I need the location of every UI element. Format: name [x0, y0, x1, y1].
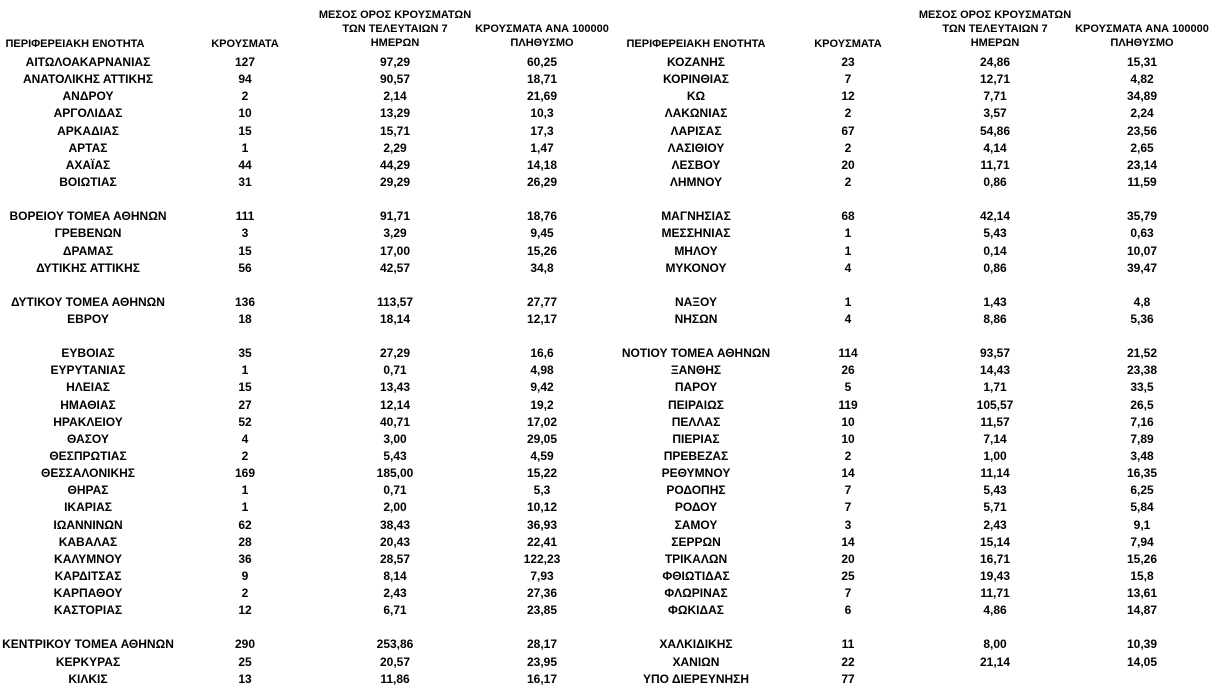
cases-cell: 7	[844, 72, 852, 86]
region-cell: ΛΑΚΩΝΙΑΣ	[664, 106, 728, 120]
avg7-cell: 2,14	[383, 89, 407, 103]
region-cell: ΝΟΤΙΟΥ ΤΟΜΕΑ ΑΘΗΝΩΝ	[621, 346, 771, 360]
region-cell: ΠΕΙΡΑΙΩΣ	[668, 398, 724, 412]
region-cell: ΦΘΙΩΤΙΔΑΣ	[662, 569, 730, 583]
header-per100k-left	[462, 22, 622, 50]
per100k-cell: 2,24	[1130, 106, 1154, 120]
region-cell: ΑΙΤΩΛΟΑΚΑΡΝΑΝΙΑΣ	[25, 55, 151, 69]
avg7-cell: 16,71	[979, 552, 1011, 566]
per100k-cell: 23,14	[1126, 158, 1158, 172]
per100k-cell: 15,26	[1126, 552, 1158, 566]
per100k-cell: 27,36	[526, 586, 558, 600]
cases-cell: 3	[241, 226, 249, 240]
per100k-cell: 14,87	[1126, 603, 1158, 617]
cases-cell: 94	[238, 72, 252, 86]
avg7-cell: 28,57	[379, 552, 411, 566]
cases-cell: 31	[238, 175, 252, 189]
cases-cell: 7	[844, 483, 852, 497]
per100k-cell: 23,85	[526, 603, 558, 617]
per100k-cell: 16,6	[530, 346, 554, 360]
region-cell: ΠΡΕΒΕΖΑΣ	[663, 449, 729, 463]
per100k-cell: 5,3	[533, 483, 551, 497]
region-cell: ΑΡΚΑΔΙΑΣ	[57, 124, 119, 138]
header-region-right: ΠΕΡΙΦΕΡΕΙΑΚΗ ΕΝΟΤΗΤΑ	[626, 38, 766, 50]
avg7-cell: 0,86	[983, 261, 1007, 275]
avg7-cell: 0,86	[983, 175, 1007, 189]
avg7-cell: 8,86	[983, 312, 1007, 326]
avg7-cell: 0,71	[383, 483, 407, 497]
cases-cell: 2	[844, 175, 852, 189]
per100k-cell: 9,42	[530, 380, 554, 394]
region-cell: ΑΡΤΑΣ	[68, 141, 108, 155]
avg7-cell: 5,43	[983, 226, 1007, 240]
region-cell: ΕΥΒΟΙΑΣ	[61, 346, 115, 360]
cases-cell: 111	[235, 209, 255, 223]
header-avg7-line1: ΜΕΣΟΣ ΟΡΟΣ ΚΡΟΥΣΜΑΤΩΝ	[918, 9, 1072, 21]
cases-cell: 15	[238, 380, 252, 394]
per100k-cell: 11,59	[1127, 175, 1157, 189]
region-cell: ΚΩ	[686, 89, 706, 103]
per100k-cell: 23,38	[1126, 363, 1158, 377]
per100k-cell: 26,5	[1130, 398, 1154, 412]
region-cell: ΥΠΟ ΔΙΕΡΕΥΝΗΣΗ	[642, 672, 750, 686]
header-cases-right: ΚΡΟΥΣΜΑΤΑ	[814, 38, 882, 50]
region-cell: ΞΑΝΘΗΣ	[670, 363, 722, 377]
avg7-cell: 42,57	[379, 261, 411, 275]
per100k-cell: 1,47	[530, 141, 554, 155]
avg7-cell: 15,71	[379, 124, 411, 138]
per100k-cell: 35,79	[1126, 209, 1158, 223]
per100k-cell: 26,29	[526, 175, 558, 189]
cases-cell: 13	[238, 672, 252, 686]
per100k-cell: 39,47	[1126, 261, 1158, 275]
header-per100k-line2: ΠΛΗΘΥΣΜΟ	[510, 37, 574, 49]
avg7-cell: 54,86	[979, 124, 1011, 138]
region-cell: ΚΕΝΤΡΙΚΟΥ ΤΟΜΕΑ ΑΘΗΝΩΝ	[2, 637, 174, 651]
header-region-left: ΠΕΡΙΦΕΡΕΙΑΚΗ ΕΝΟΤΗΤΑ	[5, 38, 145, 50]
avg7-cell: 113,57	[376, 295, 414, 309]
per100k-cell: 19,2	[530, 398, 554, 412]
header-avg7-line2: ΤΩΝ ΤΕΛΕΥΤΑΙΩΝ 7	[942, 23, 1048, 35]
avg7-cell: 19,43	[979, 569, 1011, 583]
avg7-cell: 5,43	[383, 449, 407, 463]
per100k-cell: 4,59	[530, 449, 554, 463]
per100k-cell: 0,63	[1130, 226, 1154, 240]
cases-cell: 2	[844, 106, 852, 120]
cases-cell: 77	[841, 672, 855, 686]
region-cell: ΔΥΤΙΚΟΥ ΤΟΜΕΑ ΑΘΗΝΩΝ	[11, 295, 165, 309]
avg7-cell: 3,29	[383, 226, 407, 240]
avg7-cell: 11,71	[980, 158, 1010, 172]
per100k-cell: 27,77	[526, 295, 558, 309]
region-cell: ΙΩΑΝΝΙΝΩΝ	[53, 518, 123, 532]
per100k-cell: 15,8	[1130, 569, 1154, 583]
header-per100k-line2: ΠΛΗΘΥΣΜΟ	[1110, 37, 1174, 49]
region-cell: ΚΕΡΚΥΡΑΣ	[55, 655, 121, 669]
avg7-cell: 21,14	[979, 655, 1011, 669]
cases-cell: 290	[234, 637, 256, 651]
avg7-cell: 5,43	[983, 483, 1007, 497]
cases-cell: 68	[841, 209, 855, 223]
header-avg7-line3: ΗΜΕΡΩΝ	[970, 37, 1020, 49]
region-cell: ΝΗΣΩΝ	[674, 312, 718, 326]
region-cell: ΧΑΝΙΩΝ	[672, 655, 720, 669]
region-cell: ΠΑΡΟΥ	[674, 380, 718, 394]
avg7-cell: 0,14	[983, 244, 1007, 258]
per100k-cell: 3,48	[1130, 449, 1154, 463]
region-cell: ΚΑΡΔΙΤΣΑΣ	[54, 569, 122, 583]
region-cell: ΑΝΔΡΟΥ	[62, 89, 114, 103]
region-cell: ΠΙΕΡΙΑΣ	[672, 432, 720, 446]
region-cell: ΛΕΣΒΟΥ	[671, 158, 721, 172]
cases-cell: 10	[238, 106, 252, 120]
cases-cell: 2	[844, 449, 852, 463]
region-cell: ΜΗΛΟΥ	[674, 244, 718, 258]
avg7-cell: 1,71	[983, 380, 1007, 394]
per100k-cell: 33,5	[1130, 380, 1154, 394]
avg7-cell: 12,14	[379, 398, 411, 412]
avg7-cell: 13,29	[379, 106, 411, 120]
header-cases-left: ΚΡΟΥΣΜΑΤΑ	[211, 38, 279, 50]
avg7-cell: 6,71	[383, 603, 407, 617]
avg7-cell: 1,00	[983, 449, 1007, 463]
avg7-cell: 8,00	[983, 637, 1007, 651]
cases-cell: 20	[841, 552, 855, 566]
region-cell: ΗΛΕΙΑΣ	[66, 380, 110, 394]
avg7-cell: 17,00	[379, 244, 411, 258]
per100k-cell: 21,52	[1126, 346, 1158, 360]
cases-cell: 56	[238, 261, 252, 275]
avg7-cell: 27,29	[379, 346, 411, 360]
cases-cell: 1	[241, 483, 249, 497]
header-per100k-line1: ΚΡΟΥΣΜΑΤΑ ΑΝΑ 100000	[475, 23, 609, 35]
region-cell: ΑΡΓΟΛΙΔΑΣ	[53, 106, 123, 120]
region-cell: ΘΑΣΟΥ	[67, 432, 109, 446]
avg7-cell: 7,14	[983, 432, 1007, 446]
cases-cell: 2	[241, 586, 249, 600]
per100k-cell: 5,84	[1130, 500, 1154, 514]
region-cell: ΔΡΑΜΑΣ	[62, 244, 114, 258]
avg7-cell: 3,57	[983, 106, 1007, 120]
cases-cell: 14	[841, 466, 855, 480]
per100k-cell: 17,02	[526, 415, 558, 429]
region-cell: ΝΑΞΟΥ	[674, 295, 718, 309]
avg7-cell: 105,57	[976, 398, 1014, 412]
region-cell: ΚΑΡΠΑΘΟΥ	[53, 586, 123, 600]
cases-cell: 10	[841, 415, 855, 429]
cases-cell: 44	[238, 158, 252, 172]
region-cell: ΑΝΑΤΟΛΙΚΗΣ ΑΤΤΙΚΗΣ	[22, 72, 154, 86]
avg7-cell: 44,29	[379, 158, 411, 172]
per100k-cell: 7,16	[1130, 415, 1154, 429]
per100k-cell: 10,39	[1126, 637, 1158, 651]
per100k-cell: 14,18	[526, 158, 558, 172]
per100k-cell: 4,98	[530, 363, 554, 377]
region-cell: ΤΡΙΚΑΛΩΝ	[664, 552, 728, 566]
per100k-cell: 29,05	[526, 432, 558, 446]
avg7-cell: 13,43	[379, 380, 411, 394]
per100k-cell: 7,94	[1130, 535, 1154, 549]
region-cell: ΒΟΡΕΙΟΥ ΤΟΜΕΑ ΑΘΗΝΩΝ	[9, 209, 167, 223]
avg7-cell: 14,43	[979, 363, 1011, 377]
region-cell: ΚΑΛΥΜΝΟΥ	[54, 552, 122, 566]
header-per100k-right	[1062, 22, 1222, 50]
per100k-cell: 15,22	[526, 466, 558, 480]
avg7-cell: 11,71	[980, 586, 1010, 600]
avg7-cell: 3,00	[383, 432, 407, 446]
region-cell: ΚΟΖΑΝΗΣ	[667, 55, 725, 69]
avg7-cell: 4,14	[983, 141, 1007, 155]
region-cell: ΛΗΜΝΟΥ	[669, 175, 723, 189]
cases-cell: 1	[241, 141, 249, 155]
region-cell: ΜΑΓΝΗΣΙΑΣ	[661, 209, 731, 223]
avg7-cell: 4,86	[983, 603, 1007, 617]
region-cell: ΔΥΤΙΚΗΣ ΑΤΤΙΚΗΣ	[36, 261, 140, 275]
per100k-cell: 36,93	[526, 518, 558, 532]
per100k-cell: 15,26	[526, 244, 558, 258]
avg7-cell: 2,29	[383, 141, 407, 155]
region-cell: ΠΕΛΛΑΣ	[671, 415, 721, 429]
per100k-cell: 2,65	[1130, 141, 1154, 155]
avg7-cell: 11,86	[380, 672, 410, 686]
cases-cell: 4	[844, 261, 852, 275]
cases-cell: 23	[841, 55, 855, 69]
cases-cell: 1	[844, 295, 852, 309]
per100k-cell: 10,07	[1126, 244, 1158, 258]
avg7-cell: 11,14	[980, 466, 1010, 480]
per100k-cell: 6,25	[1130, 483, 1154, 497]
cases-cell: 169	[234, 466, 256, 480]
avg7-cell: 29,29	[379, 175, 411, 189]
cases-cell: 12	[238, 603, 252, 617]
per100k-cell: 60,25	[526, 55, 558, 69]
region-cell: ΚΙΛΚΙΣ	[68, 672, 108, 686]
region-cell: ΙΚΑΡΙΑΣ	[64, 500, 112, 514]
cases-cell: 35	[238, 346, 252, 360]
avg7-cell: 8,14	[383, 569, 407, 583]
region-cell: ΓΡΕΒΕΝΩΝ	[54, 226, 122, 240]
cases-cell: 15	[238, 244, 252, 258]
cases-cell: 62	[238, 518, 252, 532]
avg7-cell: 38,43	[379, 518, 411, 532]
avg7-cell: 185,00	[376, 466, 414, 480]
region-cell: ΒΟΙΩΤΙΑΣ	[59, 175, 117, 189]
cases-cell: 7	[844, 500, 852, 514]
region-cell: ΜΕΣΣΗΝΙΑΣ	[661, 226, 731, 240]
avg7-cell: 5,71	[983, 500, 1007, 514]
cases-cell: 1	[844, 226, 852, 240]
header-per100k-line1: ΚΡΟΥΣΜΑΤΑ ΑΝΑ 100000	[1075, 23, 1209, 35]
region-cell: ΜΥΚΟΝΟΥ	[665, 261, 727, 275]
avg7-cell: 42,14	[979, 209, 1011, 223]
cases-cell: 20	[841, 158, 855, 172]
region-cell: ΚΑΒΑΛΑΣ	[58, 535, 118, 549]
cases-cell: 14	[841, 535, 855, 549]
region-cell: ΛΑΣΙΘΙΟΥ	[667, 141, 725, 155]
per100k-cell: 18,71	[526, 72, 558, 86]
per100k-cell: 9,1	[1133, 518, 1151, 532]
region-cell: ΗΜΑΘΙΑΣ	[60, 398, 116, 412]
region-cell: ΘΗΡΑΣ	[67, 483, 109, 497]
region-cell: ΦΩΚΙΔΑΣ	[668, 603, 724, 617]
cases-cell: 11	[841, 637, 855, 651]
per100k-cell: 17,3	[530, 124, 554, 138]
per100k-cell: 4,8	[1133, 295, 1151, 309]
cases-cell: 25	[238, 655, 252, 669]
region-cell: ΑΧΑΪΑΣ	[65, 158, 111, 172]
cases-cell: 1	[241, 500, 249, 514]
cases-cell: 9	[241, 569, 249, 583]
per100k-cell: 21,69	[526, 89, 558, 103]
header-avg7-line3: ΗΜΕΡΩΝ	[370, 37, 420, 49]
per100k-cell: 16,17	[526, 672, 558, 686]
avg7-cell: 40,71	[379, 415, 411, 429]
avg7-cell: 91,71	[379, 209, 411, 223]
region-cell: ΚΟΡΙΝΘΙΑΣ	[663, 72, 729, 86]
cases-cell: 3	[844, 518, 852, 532]
cases-cell: 4	[844, 312, 852, 326]
region-cell: ΛΑΡΙΣΑΣ	[670, 124, 722, 138]
cases-cell: 15	[238, 124, 252, 138]
avg7-cell: 15,14	[979, 535, 1011, 549]
per100k-cell: 10,12	[526, 500, 558, 514]
avg7-cell: 11,57	[980, 415, 1010, 429]
cases-cell: 28	[238, 535, 252, 549]
avg7-cell: 97,29	[379, 55, 411, 69]
per100k-cell: 10,3	[530, 106, 554, 120]
avg7-cell: 93,57	[979, 346, 1011, 360]
avg7-cell: 90,57	[379, 72, 411, 86]
region-cell: ΘΕΣΣΑΛΟΝΙΚΗΣ	[41, 466, 135, 480]
cases-cell: 7	[844, 586, 852, 600]
region-cell: ΡΟΔΟΥ	[674, 500, 718, 514]
cases-cell: 67	[841, 124, 855, 138]
cases-cell: 2	[241, 89, 249, 103]
cases-cell: 114	[838, 346, 858, 360]
cases-cell: 1	[844, 244, 852, 258]
region-cell: ΣΕΡΡΩΝ	[671, 535, 721, 549]
per100k-cell: 5,36	[1130, 312, 1154, 326]
cases-cell: 127	[234, 55, 256, 69]
cases-cell: 1	[241, 363, 249, 377]
avg7-cell: 2,43	[383, 586, 407, 600]
region-cell: ΡΕΘΥΜΝΟΥ	[661, 466, 731, 480]
region-cell: ΘΕΣΠΡΩΤΙΑΣ	[49, 449, 127, 463]
cases-cell: 119	[838, 398, 858, 412]
per100k-cell: 7,93	[530, 569, 554, 583]
avg7-cell: 12,71	[979, 72, 1011, 86]
region-cell: ΗΡΑΚΛΕΙΟΥ	[53, 415, 123, 429]
per100k-cell: 34,89	[1126, 89, 1158, 103]
cases-cell: 4	[241, 432, 249, 446]
cases-cell: 5	[844, 380, 852, 394]
avg7-cell: 2,00	[383, 500, 407, 514]
per100k-cell: 34,8	[530, 261, 554, 275]
per100k-cell: 15,31	[1126, 55, 1158, 69]
cases-cell: 22	[841, 655, 855, 669]
avg7-cell: 24,86	[979, 55, 1011, 69]
per100k-cell: 9,45	[530, 226, 554, 240]
cases-cell: 27	[238, 398, 252, 412]
avg7-cell: 7,71	[983, 89, 1007, 103]
cases-cell: 18	[238, 312, 252, 326]
region-cell: ΧΑΛΚΙΔΙΚΗΣ	[659, 637, 733, 651]
cases-cell: 2	[241, 449, 249, 463]
header-avg7-line1: ΜΕΣΟΣ ΟΡΟΣ ΚΡΟΥΣΜΑΤΩΝ	[318, 9, 472, 21]
per100k-cell: 23,56	[1126, 124, 1158, 138]
region-cell: ΚΑΣΤΟΡΙΑΣ	[53, 603, 123, 617]
cases-cell: 12	[841, 89, 855, 103]
per100k-cell: 14,05	[1126, 655, 1158, 669]
cases-cell: 26	[841, 363, 855, 377]
cases-cell: 10	[841, 432, 855, 446]
region-cell: ΦΛΩΡΙΝΑΣ	[664, 586, 728, 600]
avg7-cell: 20,57	[379, 655, 411, 669]
per100k-cell: 28,17	[526, 637, 558, 651]
header-avg7-line2: ΤΩΝ ΤΕΛΕΥΤΑΙΩΝ 7	[342, 23, 448, 35]
region-cell: ΕΥΡΥΤΑΝΙΑΣ	[50, 363, 126, 377]
avg7-cell: 253,86	[376, 637, 414, 651]
cases-cell: 36	[238, 552, 252, 566]
avg7-cell: 0,71	[383, 363, 407, 377]
cases-cell: 52	[238, 415, 252, 429]
region-cell: ΡΟΔΟΠΗΣ	[666, 483, 726, 497]
cases-cell: 25	[841, 569, 855, 583]
per100k-cell: 4,82	[1130, 72, 1154, 86]
avg7-cell: 1,43	[983, 295, 1007, 309]
per100k-cell: 13,61	[1126, 586, 1158, 600]
per100k-cell: 122,23	[523, 552, 561, 566]
cases-cell: 2	[844, 141, 852, 155]
cases-cell: 136	[234, 295, 256, 309]
cases-cell: 6	[844, 603, 852, 617]
avg7-cell: 18,14	[379, 312, 411, 326]
region-cell: ΕΒΡΟΥ	[67, 312, 109, 326]
per100k-cell: 22,41	[526, 535, 558, 549]
per100k-cell: 23,95	[526, 655, 558, 669]
avg7-cell: 20,43	[379, 535, 411, 549]
per100k-cell: 7,89	[1130, 432, 1154, 446]
per100k-cell: 18,76	[526, 209, 558, 223]
avg7-cell: 2,43	[983, 518, 1007, 532]
per100k-cell: 12,17	[526, 312, 558, 326]
per100k-cell: 16,35	[1126, 466, 1158, 480]
region-cell: ΣΑΜΟΥ	[674, 518, 718, 532]
